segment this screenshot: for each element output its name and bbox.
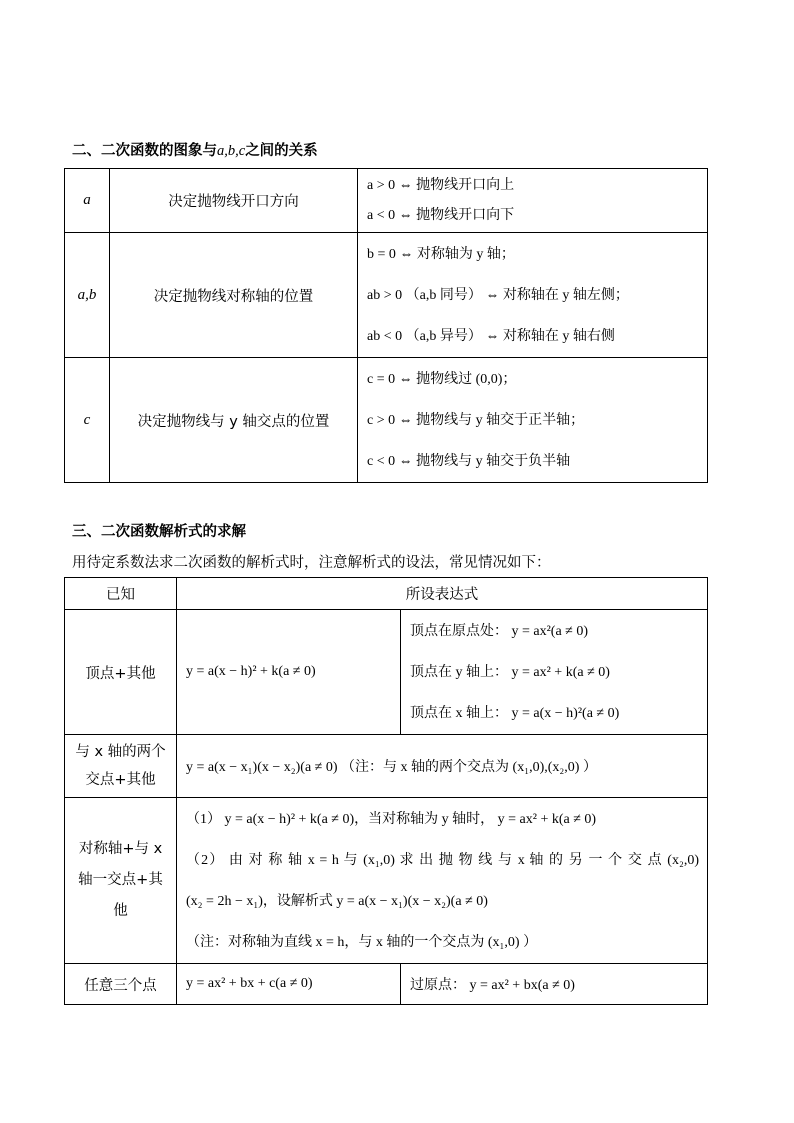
known-line: 交点+其他 bbox=[85, 772, 156, 788]
table-row bbox=[65, 233, 708, 358]
vertex-case-line: 顶点在 y 轴上： y = ax² + k(a ≠ 0) bbox=[410, 664, 610, 680]
table-row bbox=[65, 735, 708, 798]
condition-line: c = 0 ⇔ 抛物线过 (0,0)； bbox=[367, 371, 517, 387]
known-line: 对称轴+与 x bbox=[78, 841, 163, 857]
coef-role-cell: 决定抛物线对称轴的位置 bbox=[110, 233, 358, 358]
axis-form-line: （注：对称轴为直线 x = h，与 x 轴的一个交点为 (x₁,0) ） bbox=[186, 934, 538, 950]
xint-form: y = a(x − x₁)(x − x₂)(a ≠ 0) （注：与 x 轴的两个交点为 (x₁,0),(x₂,0) ） bbox=[177, 735, 708, 798]
known-cell: 顶点+其他 bbox=[65, 610, 177, 735]
coef-role-cell: 决定抛物线开口方向 bbox=[110, 169, 358, 233]
section2-title-math: a,b,c bbox=[217, 143, 246, 159]
origin-form: 过原点： y = ax² + bx(a ≠ 0) bbox=[401, 964, 708, 1005]
coef-conditions-cell bbox=[358, 233, 708, 358]
coef-conditions-cell bbox=[358, 169, 708, 233]
analytic-form-table bbox=[64, 577, 708, 1005]
condition-line: a > 0 ⇔ 抛物线开口向上 bbox=[367, 177, 515, 193]
known-cell: 任意三个点 bbox=[65, 964, 177, 1005]
axis-form-line: （2） 由 对 称 轴 x = h 与 (x₁,0) 求 出 抛 物 线 与 x 轴 的 另 一 个 交 点 (x₂,0) bbox=[186, 852, 699, 868]
header-known: 已知 bbox=[65, 578, 177, 610]
table-row bbox=[65, 964, 708, 1005]
vertex-general-form: y = a(x − h)² + k(a ≠ 0) bbox=[177, 610, 401, 735]
condition-line: c > 0 ⇔ 抛物线与 y 轴交于正半轴； bbox=[367, 412, 585, 428]
condition-line: ab > 0 （a,b 同号） ⇔ 对称轴在 y 轴左侧； bbox=[367, 287, 629, 303]
three-point-form: y = ax² + bx + c(a ≠ 0) bbox=[177, 964, 401, 1005]
condition-line: b = 0 ⇔ 对称轴为 y 轴； bbox=[367, 246, 515, 262]
table-row bbox=[65, 358, 708, 483]
axis-form-cell bbox=[177, 798, 708, 964]
coef-symbol-cell: a,b bbox=[65, 233, 110, 358]
known-cell bbox=[65, 735, 177, 798]
table-row bbox=[65, 169, 708, 233]
vertex-case-line: 顶点在原点处： y = ax²(a ≠ 0) bbox=[410, 623, 589, 639]
table-row bbox=[65, 610, 708, 735]
coef-conditions-cell bbox=[358, 358, 708, 483]
axis-form-line: (x₂ = 2h − x₁)，设解析式 y = a(x − x₁)(x − x₂)(a ≠ 0) bbox=[186, 893, 488, 909]
section3-title: 三、二次函数解析式的求解 bbox=[72, 524, 246, 540]
condition-line: a < 0 ⇔ 抛物线开口向下 bbox=[367, 207, 515, 223]
known-line: 与 x 轴的两个 bbox=[75, 744, 166, 760]
header-form: 所设表达式 bbox=[177, 578, 708, 610]
axis-form-line: （1） y = a(x − h)² + k(a ≠ 0)，当对称轴为 y 轴时， y = ax² + k(a ≠ 0) bbox=[186, 811, 597, 827]
coef-role-cell: 决定抛物线与 y 轴交点的位置 bbox=[110, 358, 358, 483]
known-line: 轴一交点+其 bbox=[78, 872, 163, 888]
vertex-cases-cell bbox=[401, 610, 708, 735]
section3-intro: 用待定系数法求二次函数的解析式时，注意解析式的设法，常见情况如下： bbox=[72, 555, 551, 571]
coef-symbol-cell: c bbox=[65, 358, 110, 483]
section2-title-suffix: 之间的关系 bbox=[245, 143, 318, 159]
coef-symbol-cell: a bbox=[65, 169, 110, 233]
table-header-row bbox=[65, 578, 708, 610]
known-cell bbox=[65, 798, 177, 964]
condition-line: ab < 0 （a,b 异号） ⇔ 对称轴在 y 轴右侧 bbox=[367, 328, 615, 344]
section2-title-prefix: 二、二次函数的图象与 bbox=[72, 143, 217, 159]
known-line: 他 bbox=[113, 903, 128, 919]
condition-line: c < 0 ⇔ 抛物线与 y 轴交于负半轴 bbox=[367, 453, 571, 469]
table-row bbox=[65, 798, 708, 964]
coefficient-relation-table bbox=[64, 168, 708, 483]
section2-title bbox=[72, 139, 318, 160]
vertex-case-line: 顶点在 x 轴上： y = a(x − h)²(a ≠ 0) bbox=[410, 705, 620, 721]
